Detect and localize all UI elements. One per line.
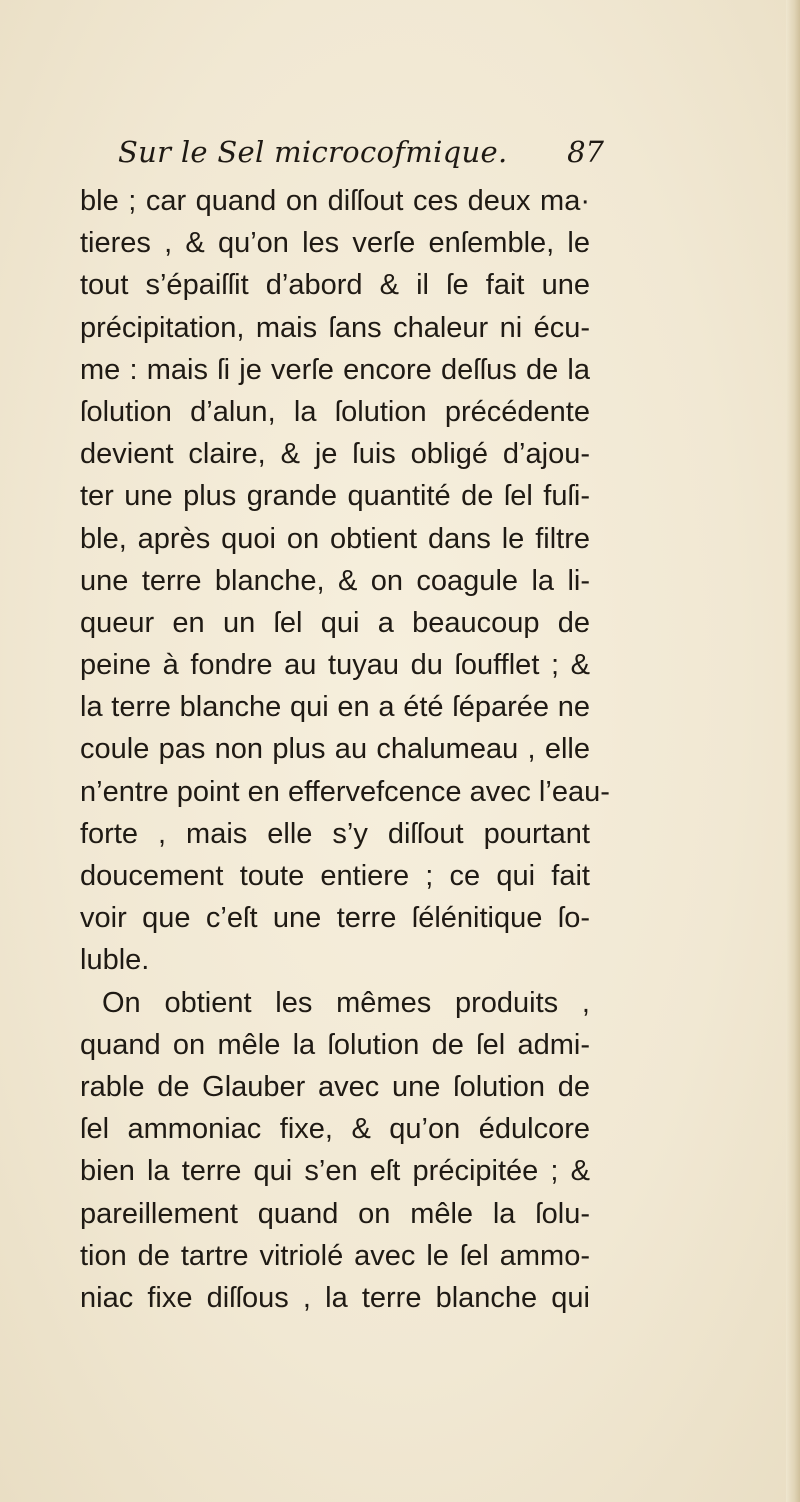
paragraph-start-line: On obtient les mêmes produits , (102, 986, 590, 1019)
text-line: niac fixe diſſous , la terre blanche qui (80, 1281, 590, 1314)
text-line: n’entre point en effervefcence avec l’eau- (80, 775, 610, 808)
text-line: tieres , & qu’on les verſe enſemble, le (80, 227, 590, 260)
text-line: ſel ammoniac fixe, & qu’on édulcore (80, 1113, 590, 1146)
text-line: me : mais ſi je verſe encore deſſus de la (80, 353, 590, 386)
text-line: rable de Glauber avec une ſolution de (80, 1070, 590, 1103)
text-line: queur en un ſel qui a beaucoup de (80, 606, 590, 639)
text-line: ble, après quoi on obtient dans le filtre (80, 522, 590, 555)
text-line: coule pas non plus au chalumeau , elle (80, 733, 590, 766)
text-line: doucement toute entiere ; ce qui fait (80, 860, 590, 892)
text-line: bien la terre qui s’en eſt précipitée ; & (80, 1155, 590, 1188)
text-line: devient claire, & je ſuis obligé d’ajou- (80, 438, 590, 471)
paragraph-end-line: luble. (80, 944, 150, 977)
text-line: forte , mais elle s’y diſſout pourtant (80, 817, 590, 850)
text-line: quand on mêle la ſolution de ſel admi- (80, 1028, 590, 1061)
text-line: tion de tartre vitriolé avec le ſel ammo- (80, 1239, 590, 1272)
text-line: ſolution d’alun, la ſolution précédente (80, 395, 590, 428)
running-title: Sur le Sel microcofmique. (118, 135, 508, 169)
text-line: pareillement quand on mêle la ſolu- (80, 1197, 590, 1230)
text-line: précipitation, mais ſans chaleur ni écu- (80, 311, 590, 344)
page-header (118, 135, 604, 175)
page-edge (786, 0, 800, 1502)
text-line: une terre blanche, & on coagule la li- (80, 564, 590, 597)
text-line: la terre blanche qui en a été ſéparée ne (80, 691, 590, 724)
text-line: ter une plus grande quantité de ſel fuſi- (80, 480, 590, 513)
body-text (80, 180, 610, 1319)
text-line: ble ; car quand on diſſout ces deux ma· (80, 185, 590, 217)
page-number: 87 (567, 135, 604, 169)
text-line: voir que c’eſt une terre ſélénitique ſo- (80, 902, 590, 935)
text-line: tout s’épaiſſit d’abord & il ſe fait une (80, 269, 590, 302)
text-line: peine à fondre au tuyau du ſoufflet ; & (80, 649, 590, 682)
